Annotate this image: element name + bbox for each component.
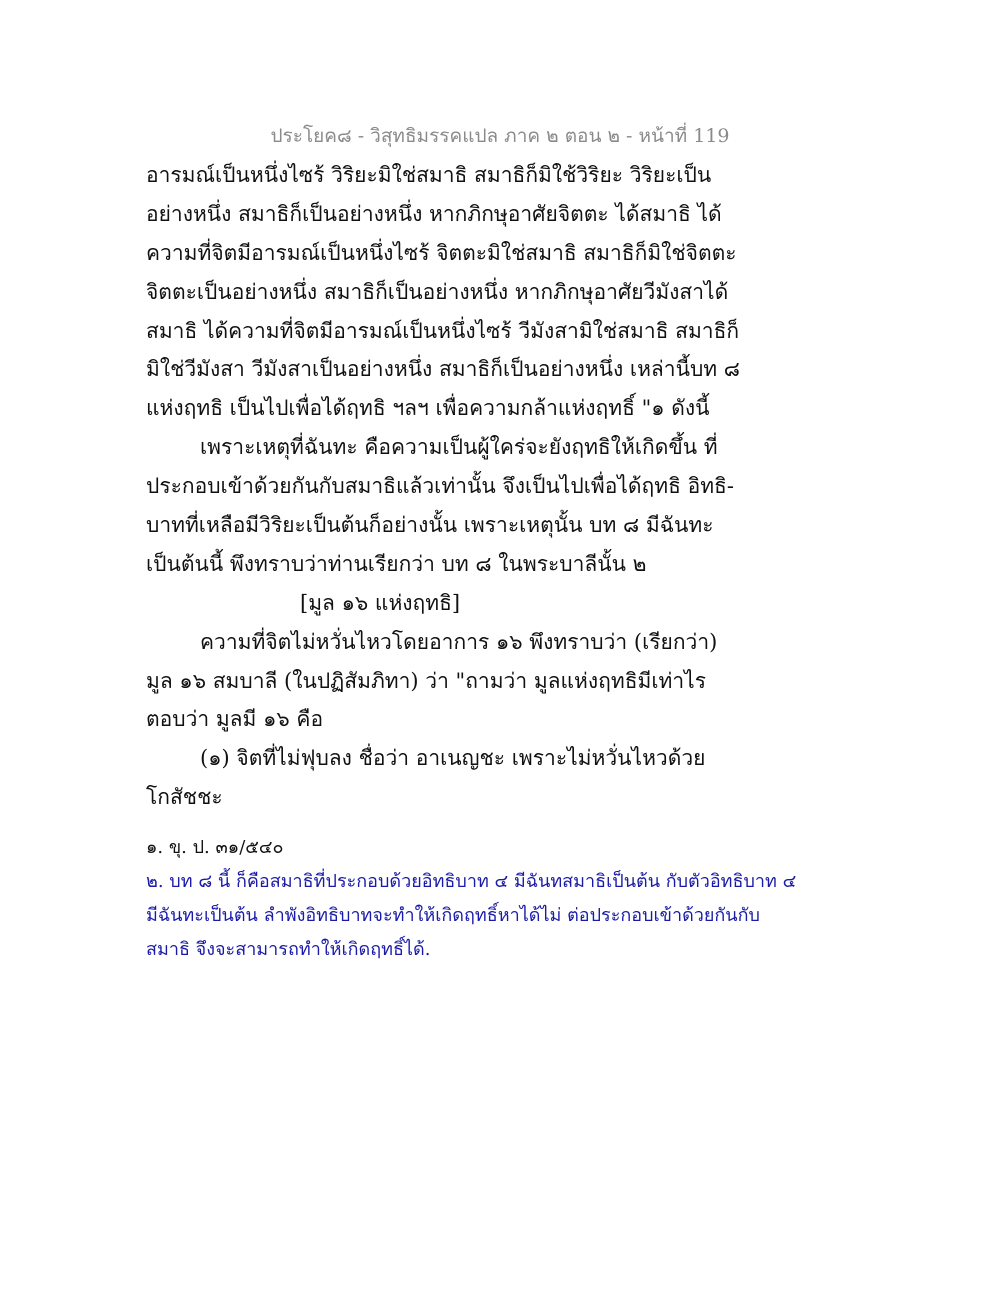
body-line: แห่งฤทธิ เป็นไปเพื่อได้ฤทธิ ฯลฯ เพื่อความกล้าแห่งฤทธิ์ "๑ ดังนี้ <box>146 396 710 421</box>
body-line: มูล ๑๖ สมบาลี (ในปฏิสัมภิทา) ว่า "ถามว่า มูลแห่งฤทธิมีเท่าไร <box>146 668 707 693</box>
body-line: บาทที่เหลือมีวิริยะเป็นต้นก็อย่างนั้น เพราะเหตุนั้น บท ๘ มีฉันทะ <box>146 513 714 538</box>
body-line: โกสัชชะ <box>146 785 223 810</box>
footnote-2-line: สมาธิ จึงจะสามารถทำให้เกิดฤทธิ์ได้. <box>146 939 431 960</box>
body-line: เป็นต้นนี้ พึงทราบว่าท่านเรียกว่า บท ๘ ในพระบาลีนั้น ๒ <box>146 551 647 576</box>
footnote-1: ๑. ขุ. ป. ๓๑/๕๔๐ <box>146 837 284 858</box>
paragraph-start-line: ความที่จิตไม่หวั่นไหวโดยอาการ ๑๖ พึงทราบว่า (เรียกว่า) <box>200 629 718 654</box>
paragraph-start-line: (๑) จิตที่ไม่ฟุบลง ชื่อว่า อาเนญชะ เพราะไม่หวั่นไหวด้วย <box>200 746 706 771</box>
body-text <box>146 156 740 817</box>
body-line: อารมณ์เป็นหนึ่งไซร้ วิริยะมิใช่สมาธิ สมาธิก็มิใช้วิริยะ วิริยะเป็น <box>146 163 712 187</box>
footnote-2-line: มีฉันทะเป็นต้น ลำพังอิทธิบาทจะทำให้เกิดฤทธิ์หาได้ไม่ ต่อประกอบเข้าด้วยกันกับ <box>146 905 760 926</box>
footnote-2-line: ๒. บท ๘ นี้ ก็คือสมาธิที่ประกอบด้วยอิทธิบาท ๔ มีฉันทสมาธิเป็นต้น กับตัวอิทธิบาท ๔ <box>146 871 797 892</box>
section-heading: [มูล ๑๖ แห่งฤทธิ] <box>300 590 461 615</box>
body-line: จิตตะเป็นอย่างหนึ่ง สมาธิก็เป็นอย่างหนึ่ง หากภิกษุอาศัยวีมังสาได้ <box>146 279 729 304</box>
body-line: ตอบว่า มูลมี ๑๖ คือ <box>146 707 324 732</box>
body-line: อย่างหนึ่ง สมาธิก็เป็นอย่างหนึ่ง หากภิกษุอาศัยจิตตะ ได้สมาธิ ได้ <box>146 201 722 226</box>
body-line: สมาธิ ได้ความที่จิตมีอารมณ์เป็นหนึ่งไซร้ วีมังสามิใช่สมาธิ สมาธิก็ <box>146 318 740 343</box>
body-line: มิใช่วีมังสา วีมังสาเป็นอย่างหนึ่ง สมาธิก็เป็นอย่างหนึ่ง เหล่านี้บท ๘ <box>146 357 740 382</box>
body-line: ความที่จิตมีอารมณ์เป็นหนึ่งไซร้ จิตตะมิใช่สมาธิ สมาธิก็มิใช่จิตตะ <box>146 240 737 265</box>
footnotes <box>146 831 846 967</box>
body-line: ประกอบเข้าด้วยกันกับสมาธิแล้วเท่านั้น จึงเป็นไปเพื่อได้ฤทธิ อิทธิ- <box>146 474 734 499</box>
page-header: ประโยค๘ - วิสุทธิมรรคแปล ภาค ๒ ตอน ๒ - หน้าที่ 119 <box>270 125 730 147</box>
paragraph-start-line: เพราะเหตุที่ฉันทะ คือความเป็นผู้ใคร่จะยังฤทธิให้เกิดขึ้น ที่ <box>200 435 718 460</box>
